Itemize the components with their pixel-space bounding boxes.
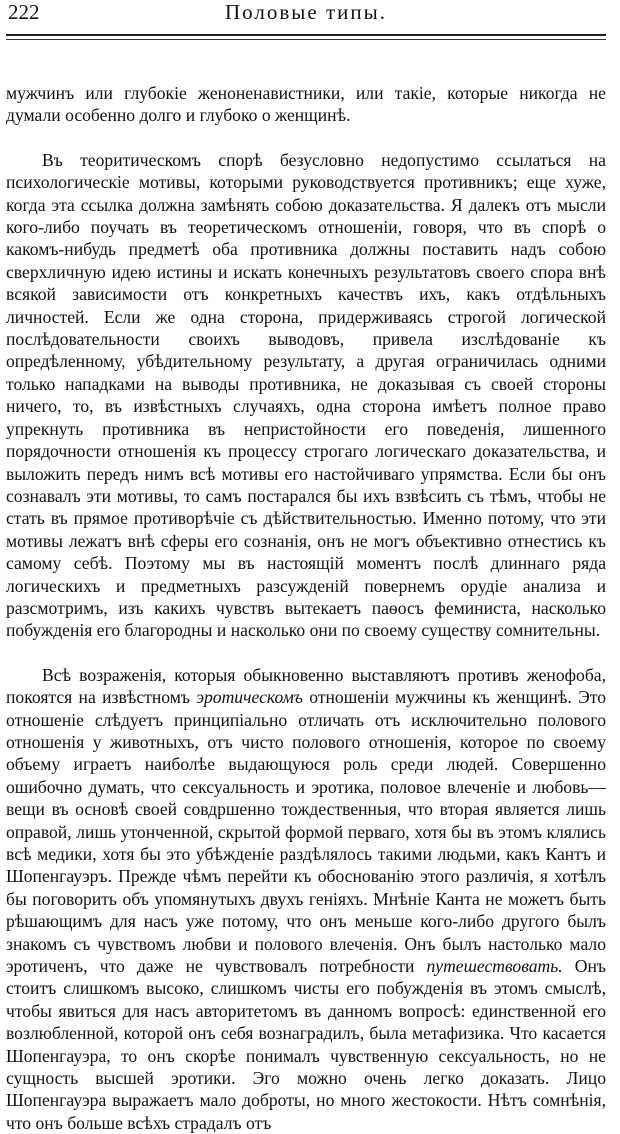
text-segment: Онъ стоитъ слишкомъ высоко, слишкомъ чисты его побужденія въ этомъ смыслѣ, чтобы явиться для насъ авторитетомъ въ данномъ вопросѣ: единственной его возлюбленной, которой онъ себя вознаградилъ, была метафизика. Что касается Шопенгауэра, то онъ скорѣе понималъ чувственную сексуальность, но не сущность высшей эротики. Эго можно очень легко доказать. Лицо Шопенгауэра выражаетъ мало доброты, но много жестокости. Нѣтъ сомнѣнія, что онъ больше всѣхъ страдалъ отъ bbox=[6, 956, 606, 1133]
italic-term: эротическомъ bbox=[196, 687, 303, 708]
header-rule-thin bbox=[6, 39, 606, 40]
page-header bbox=[6, 0, 606, 28]
paragraph bbox=[6, 149, 606, 642]
paragraph-gap bbox=[6, 642, 606, 664]
text-segment: Всѣ возраженія, которыя обыкновенно выставляютъ противъ женофоба, покоятся на извѣстномъ bbox=[6, 664, 606, 708]
running-title: Половые типы. bbox=[225, 0, 387, 24]
paragraph-gap bbox=[6, 127, 606, 149]
text-segment: Въ теоритическомъ спорѣ безусловно недопустимо ссылаться на психологическіе мотивы, которыми руководствуется противникъ; еще хуже, когда эта ссылка должна замѣнять собою доказательства. Я далекъ отъ мысли кого-либо поучать въ теоретическомъ отношеніи, говоря, что въ спорѣ о какомъ-нибудь предметѣ оба противника должны поставить надъ собою сверхличную идею истины и искать конечныхъ результатовъ своего спора внѣ всякой зависимости отъ конкретныхъ качествъ ихъ, какъ отдѣльныхъ личностей. Если же одна сторона, придерживаясь строгой логической послѣдовательности своихъ выводовъ, привела изслѣдованіе къ опредѣленному, убѣдительному результату, а другая ограничилась одними только нападками на выводы противника, не доказывая съ своей стороны ничего, то, въ извѣстныхъ случаяхъ, одна сторона имѣетъ полное право упрекнуть противника въ непристойности его поведенія, лишенного порядочности отношенія къ процессу строгаго логическаго доказательства, и выложить передъ нимъ всѣ мотивы его настойчиваго упрямства. Если бы онъ сознавалъ эти мотивы, то самъ постарался бы ихъ взвѣсить съ тѣмъ, чтобы не стать въ прямое противорѣчіе съ дѣйствительностью. Именно потому, что эти мотивы лежатъ внѣ сферы его сознанія, онъ не могъ объективно отнестись къ самому себѣ. Поэтому мы въ настоящій моментъ послѣ длиннаго ряда логическихъ и предметныхъ разсужденій повернемъ орудіе анализа и разсмотримъ, изъ какихъ чувствъ вытекаетъ паѳосъ феминиста, насколько побужденія его благородны и насколько они по своему существу сомнительны. bbox=[6, 149, 606, 641]
page-number: 222 bbox=[8, 0, 40, 24]
italic-term: путешествовать. bbox=[426, 956, 563, 977]
text-segment: мужчинъ или глубокіе женоненавистники, или такіе, которые никогда не думали особенно долго и глубоко о женщинѣ. bbox=[6, 83, 606, 126]
paragraph-continuation bbox=[6, 82, 606, 127]
body-text bbox=[6, 82, 606, 1134]
header-rule-thick bbox=[6, 34, 606, 36]
paragraph bbox=[6, 664, 606, 1134]
text-segment: отношеніи мужчины къ женщинѣ. Это отношеніе слѣдуетъ принципіально отличать отъ исключительно полового отношенія у животныхъ, отъ чисто полового отношенія, которое по своему объему играетъ наиболѣе выдающуюся роль среди людей. Совершенно ошибочно думать, что сексуальность и эротика, половое влеченіе и любовь— вещи въ основѣ своей совдршенно тождественныя, что вторая является лишь оправой, лишь утонченной, скрытой формой перваго, хотя бы въ этомъ клялись всѣ медики, хотя бы это убѣжденіе раздѣлялось такими людьми, какъ Кантъ и Шопенгауэръ. Прежде чѣмъ перейти къ обоснованію этого различія, я хотѣлъ бы поговорить объ упомянутыхъ двухъ геніяхъ. Мнѣніе Канта не можетъ быть рѣшающимъ для насъ уже потому, что онъ меньше кого-либо другого былъ знакомъ съ чувствомъ любви и полового влеченія. Онъ былъ настолько мало эротиченъ, что даже не чувствовалъ потребности bbox=[6, 687, 606, 977]
